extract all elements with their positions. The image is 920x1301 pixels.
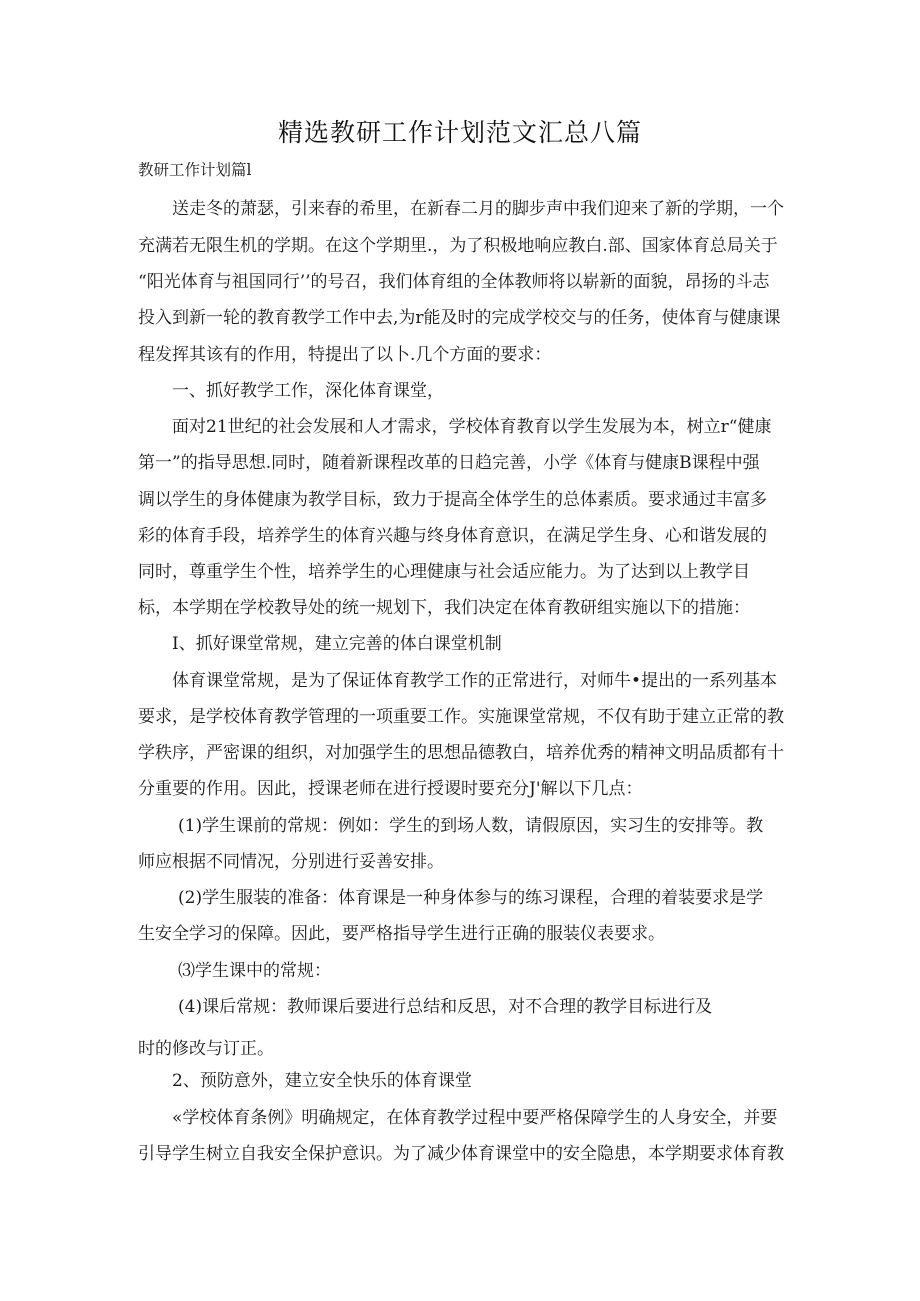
paragraph-line: 生安全学习的保障。因此，要严格指导学生进行正确的服装仪表要求。 bbox=[138, 924, 665, 944]
paragraph-line: 引导学生树立自我安全保护意识。为了减少体育课堂中的安全隐患，本学期要求体育教 bbox=[138, 1144, 784, 1164]
paragraph-line: 学秩序，严密课的组织，对加强学生的思想品德教白，培养优秀的精神文明品质都有十 bbox=[138, 743, 784, 763]
section-heading: 一、抓好教学工作，深化体育课堂， bbox=[172, 381, 444, 401]
paragraph-line: 第一”的指导思想.同时，随着新课程改革的日趋完善，小学《体育与健康B课程中强 bbox=[138, 453, 760, 473]
paragraph-line: 要求，是学校体育教学管理的一项重要工作。实施课堂常规，不仅有助于建立正常的教 bbox=[138, 707, 784, 727]
paragraph-line: 体育课堂常规，是为了保证体育教学工作的正常进行，对师牛•提出的一系列基本 bbox=[172, 671, 778, 691]
paragraph-line: 充满若无限生机的学期。在这个学期里.，为了积极地响应教白.部、国家体育总局关于 bbox=[138, 236, 778, 256]
paragraph-line: 彩的体育手段，培养学生的体育兴趣与终身体育意识，在满足学生身、心和谐发展的 bbox=[138, 526, 767, 546]
list-item: (2)学生服装的准备：体育课是一种身体参与的练习课程，合理的着装要求是学 bbox=[178, 888, 764, 908]
list-item: (1)学生课前的常规：例如：学生的到场人数，请假原因，实习生的安排等。教 bbox=[178, 816, 764, 836]
paragraph-line: 程发挥其该有的作用，特提出了以卜.几个方面的要求： bbox=[138, 345, 552, 365]
paragraph-line: 调以学生的身体健康为教学目标，致力于提高全体学生的总体素质。要求通过丰富多 bbox=[138, 490, 767, 510]
section-heading: I、抓好课堂常规，建立完善的体白课堂机制 bbox=[172, 634, 502, 654]
paragraph-line: “阳光体育与祖国同行’’的号召，我们体育组的全体教师将以崭新的面貌，昂扬的斗志 bbox=[138, 272, 770, 292]
paragraph-line: 投入到新一轮的教育教学工作中去,为r能及时的完成学校交与的任务，使体育与健康课 bbox=[138, 308, 781, 328]
list-item: ⑶学生课中的常规： bbox=[178, 961, 331, 981]
paragraph-line: 送走冬的萧瑟，引来春的希里，在新春二月的脚步声中我们迎来了新的学期，一个 bbox=[172, 199, 784, 219]
paragraph-line: 分重要的作用。因此，授课老师在进行授谡时要充分J'解以下几点： bbox=[138, 779, 643, 799]
paragraph-line: 师应根据不同情况，分别进行妥善安排。 bbox=[138, 852, 444, 872]
document-title: 精选教研工作计划范文汇总八篇 bbox=[277, 118, 642, 147]
paragraph-line: «学校体育条例》明确规定，在体育教学过程中要严格保障学生的人身安全，并要 bbox=[172, 1108, 778, 1128]
list-item: (4)课后常规：教师课后要进行总结和反思，对不合理的教学目标进行及 bbox=[178, 997, 713, 1017]
section-heading: 教研工作计划篇l bbox=[138, 161, 252, 179]
section-heading: 2、预防意外，建立安全快乐的体育课堂 bbox=[172, 1071, 472, 1091]
paragraph-line: 标，本学期在学校教导处的统一规划下，我们决定在体育教研组实施以下的措施： bbox=[138, 598, 750, 618]
paragraph-line: 面对21世纪的社会发展和人才需求，学校体育教育以学生发展为本，树立r“健康 bbox=[172, 417, 772, 437]
paragraph-line: 同时，尊重学生个性，培养学生的心理健康与社会适应能力。为了达到以上教学目 bbox=[138, 562, 750, 582]
paragraph-line: 时的修改与订正。 bbox=[138, 1039, 274, 1059]
